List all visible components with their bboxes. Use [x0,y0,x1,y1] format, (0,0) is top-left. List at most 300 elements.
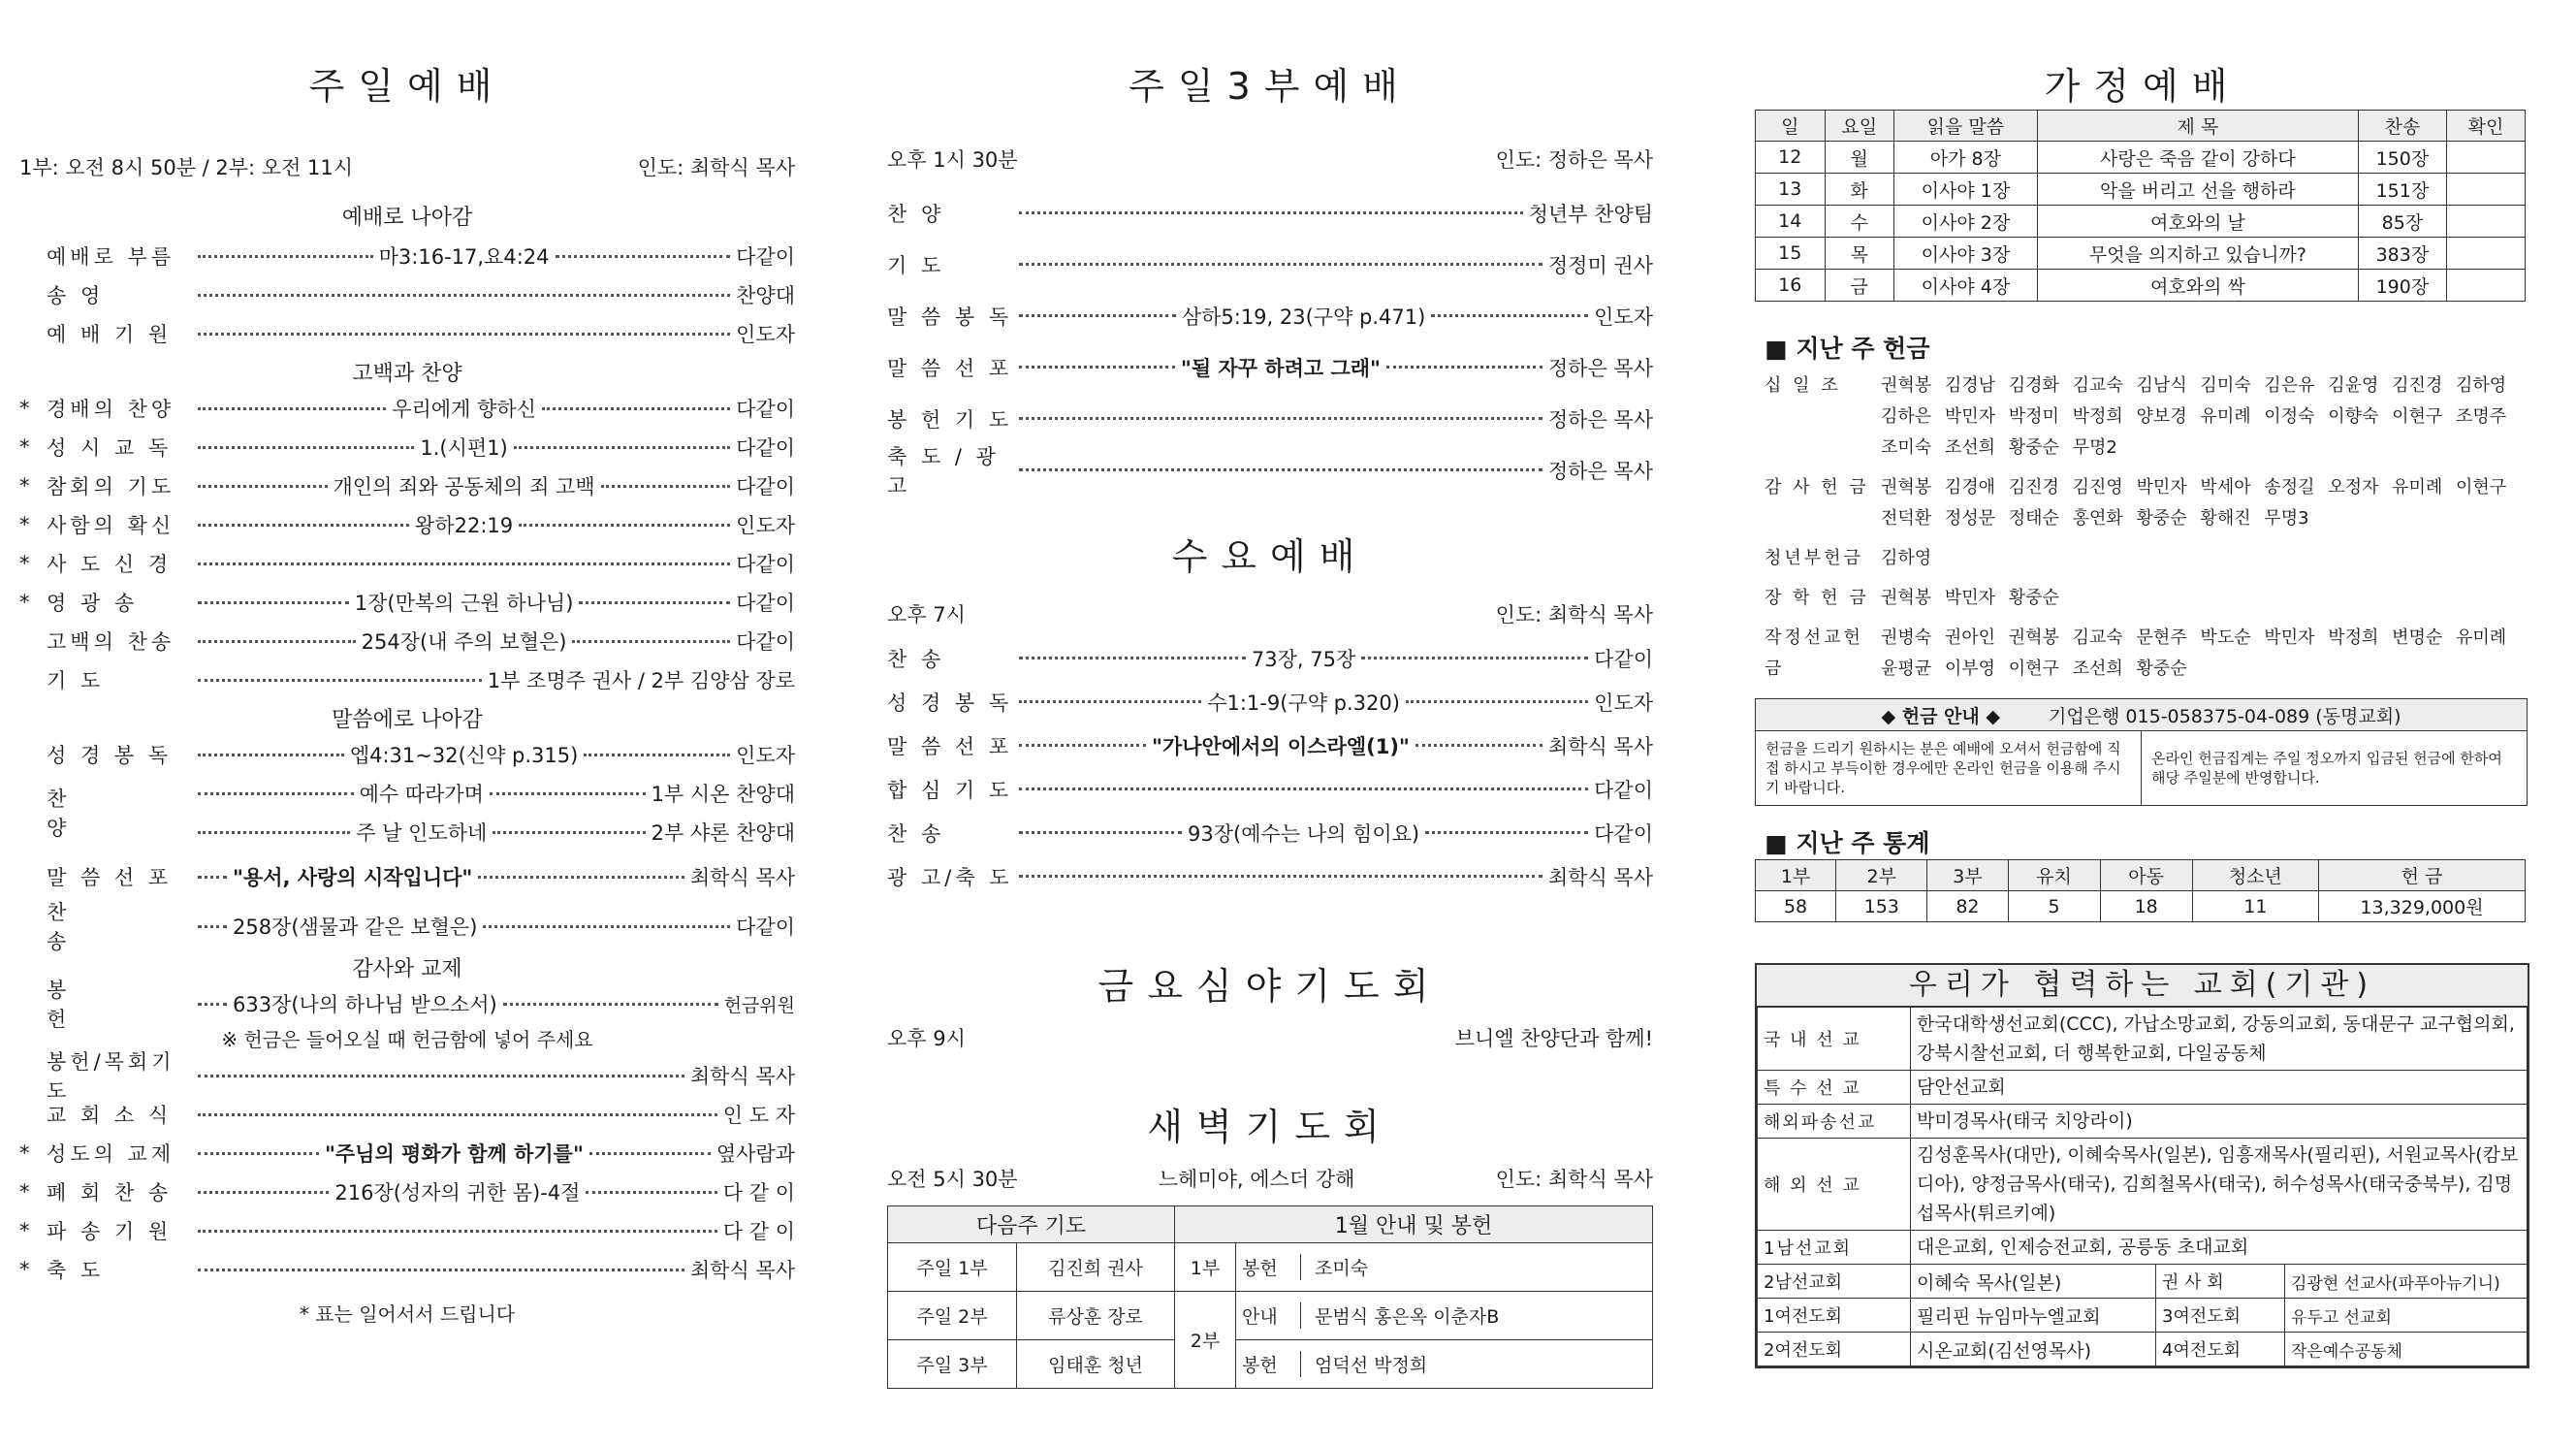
praise-choir: 1부 시온 찬양대 [651,783,795,806]
order-by: 다 같 이 [722,1220,795,1243]
mission-partners: 박미경목사(태국 치앙라이) [1911,1105,2528,1139]
order-label: 봉 헌 [47,979,106,1031]
bank-account: 기업은행 015-058375-04-089 (동명교회) [2048,705,2401,727]
order-item [887,393,1653,444]
table-cell: 이사야 4장 [1893,270,2037,302]
order-detail: 우리에게 향하신 [392,398,536,421]
family-worship-column [1755,0,2530,1362]
cooperating-row [1758,1139,2528,1231]
table-cell: 383장 [2358,238,2446,270]
order-by: 정하은 목사 [1547,407,1653,432]
standing-mark: * [19,397,30,420]
mission-partners: 대은교회, 인제승전교회, 공릉동 초대교회 [1911,1231,2528,1265]
order-item [19,505,795,544]
order-detail: 1.(시편1) [420,436,508,460]
friday-prayer-title: 금요심야기도회 [1097,965,1443,1008]
offering-guide-body [1756,731,2527,805]
stats-value: 11 [2192,891,2318,922]
order-label: 말 씀 선 포 [887,734,1013,758]
order-by: 인 도 자 [722,1104,795,1127]
third-service-time: 오후 1시 30분 [887,148,1018,172]
third-service-info [887,145,1653,174]
order-label: 예 배 기 원 [47,323,173,346]
mission-partners: 김광현 선교사(파푸아뉴기니) [2285,1265,2528,1299]
order-item [19,735,795,774]
table-cell: 15 [1756,238,1826,270]
column-header: 요일 [1825,111,1893,142]
order-item [19,1050,795,1103]
order-item [887,187,1653,239]
order-by: 다같이 [736,630,795,654]
order-label: 성도의 교제 [47,1142,175,1166]
dawn-prayer-title: 새벽기도회 [1147,1106,1393,1148]
order-list [19,237,795,353]
table-cell [2447,206,2526,238]
table-cell: 85장 [2358,206,2446,238]
cooperating-title: 우리가 협력하는 교회(기관) [1757,965,2528,1007]
order-by: 찬양대 [736,284,795,307]
service-part: 2부 [1175,1292,1236,1389]
prayer-slot: 주일 1부 [888,1243,1017,1292]
table-cell: 악을 버리고 선을 행하라 [2037,174,2358,206]
order-item [887,341,1653,393]
offering-names: 권병숙 권아인 권혁봉 김교숙 문현주 박도순 박민자 박정희 변명순 유미례 윤평균 이부영 이현구 조선희 황중순 [1881,627,2507,679]
order-item [19,1134,795,1173]
order-item [19,1173,795,1211]
order-by: 인도자 [736,744,795,767]
mission-category: 4여전도회 [2156,1333,2285,1366]
offering-names: 권혁봉 김경애 김진경 김진영 박민자 박세아 송정길 오정자 유미례 이현구 전덕환 정성문 정태순 홍연화 황중순 황해진 무명3 [1881,477,2507,529]
service-times: 1부: 오전 8시 50분 / 2부: 오전 11시 [19,156,354,179]
order-label: 합 심 기 도 [887,778,1013,802]
order-item [887,854,1653,898]
order-item [887,444,1653,496]
column-header: 제 목 [2037,111,2358,142]
column-header: 찬송 [2358,111,2446,142]
order-by: 다같이 [1594,821,1653,846]
standing-mark: * [19,435,30,459]
order-label: 기 도 [887,253,945,277]
cooperating-row [1758,1105,2528,1139]
mission-partners: 김성훈목사(대만), 이혜숙목사(일본), 임흥재목사(필리핀), 서원교목사(캄보디아), 양정금목사(태국), 김희철목사(태국), 허수성목사(태국중북부), 김명섭목사(튀르키예) [1911,1139,2528,1231]
mission-category: 국 내 선 교 [1758,1008,1911,1071]
sermon-title: "용서, 사랑의 시작입니다" [233,866,473,889]
order-by: 1부 조명주 권사 / 2부 김양삼 장로 [487,669,795,692]
table-cell: 14 [1756,206,1826,238]
third-service-title: 주일3부예배 [1129,65,1412,108]
order-item [19,622,795,660]
order-label: 찬 송 [887,647,945,671]
table-cell: 무엇을 의지하고 있습니까? [2037,238,2358,270]
order-label: 경배의 찬양 [47,398,175,421]
mission-category: 해 외 선 교 [1758,1139,1911,1231]
offering-names: 김하영 [1881,548,1932,568]
order-label: 사 도 신 경 [47,553,173,576]
order-by: 인도자 [1594,691,1654,715]
order-label: 파 송 기 원 [47,1220,173,1243]
column-header: 읽을 말씀 [1893,111,2037,142]
table-cell: 사랑은 죽음 같이 강하다 [2037,142,2358,174]
cooperating-table [1757,1007,2528,1366]
table-cell: 13 [1756,174,1826,206]
hymn-row [19,901,795,953]
order-label: 기 도 [47,669,105,692]
mission-category: 2남선교회 [1758,1265,1911,1299]
table-cell: 150장 [2358,142,2446,174]
service-part: 1부 [1175,1243,1236,1292]
prayer-person: 류상훈 장로 [1017,1292,1175,1340]
mission-category: 3여전도회 [2156,1299,2285,1333]
offering-type: 감 사 헌 금 [1765,477,1869,498]
prayer-slot: 주일 3부 [888,1340,1017,1389]
table-cell: 12 [1756,142,1826,174]
stats-header: 아동 [2100,860,2192,891]
table-cell: 190장 [2358,270,2446,302]
order-detail: "될 자꾸 하려고 그래" [1180,356,1381,380]
stats-header: 1부 [1756,860,1836,891]
mission-partners: 이혜숙 목사(일본) [1911,1265,2156,1299]
offering-names: 권혁봉 박민자 황중순 [1881,588,2059,608]
order-detail: 개인의 죄와 공동체의 죄 고백 [333,475,595,498]
mission-category: 해외파송선교 [1758,1105,1911,1139]
stats-value: 58 [1756,891,1836,922]
order-item [887,767,1653,811]
order-label: 성 시 교 독 [47,436,173,460]
order-by: 최학식 목사 [689,1065,795,1088]
order-by: 다같이 [1594,647,1654,671]
order-label: 말 씀 선 포 [887,356,1013,380]
table-row [1756,174,2526,206]
standing-mark: * [19,1141,30,1165]
standing-footnote: * 표는 일어서서 드립니다 [299,1302,516,1326]
cooperating-row [1758,1071,2528,1105]
order-by: 다 같 이 [722,1181,796,1205]
order-item [19,660,795,699]
dawn-text: 느헤미야, 에스더 강해 [1158,1168,1355,1191]
order-item [19,544,795,583]
mission-partners: 필리핀 뉴임마누엘교회 [1911,1299,2156,1333]
table-cell: 여호와의 싹 [2037,270,2358,302]
mission-category: 1남선교회 [1758,1231,1911,1265]
order-by: 최학식 목사 [689,1259,795,1282]
order-label: 축 도 [47,1259,105,1282]
table-cell: 이사야 3장 [1893,238,2037,270]
order-list [887,187,1653,496]
order-by: 인도자 [1594,305,1654,329]
table-row [1756,206,2526,238]
order-label: 찬 송 [887,821,945,846]
stats-header: 3부 [1927,860,2008,891]
order-item [19,1250,795,1289]
order-label: 참회의 기도 [47,475,175,498]
order-item [19,275,795,314]
duty-people: 엄덕선 박정희 [1315,1355,1428,1376]
table-cell: 화 [1825,174,1893,206]
order-detail: 왕하22:19 [415,514,514,537]
cooperating-row [1758,1008,2528,1071]
order-label: 찬 양 [887,202,945,226]
order-detail: 1장(만복의 근원 하나님) [354,592,574,615]
order-by: 인도자 [736,514,796,537]
order-label: 영 광 송 [47,592,139,615]
column-header: 일 [1756,111,1826,142]
order-label: 송 영 [47,284,105,307]
table-cell: 아가 8장 [1893,142,2037,174]
order-detail: 73장, 75장 [1251,647,1356,671]
mission-partners: 시온교회(김선영목사) [1911,1333,2156,1366]
mission-partners: 한국대학생선교회(CCC), 가납소망교회, 강동의교회, 동대문구 교구협의회, 강북시찰선교회, 더 행복한교회, 다일공동체 [1911,1008,2528,1071]
order-by: 정정미 권사 [1547,253,1653,277]
order-detail: 엡4:31~32(신약 p.315) [349,744,579,767]
order-detail: "가나안에서의 이스라엘(1)" [1152,734,1410,758]
duty-role: 안내 [1242,1302,1301,1329]
section-heading: 말씀에로 나아감 [332,708,483,732]
service-leader: 인도: 최학식 목사 [637,156,795,179]
table-cell: 이사야 2장 [1893,206,2037,238]
friday-note: 브니엘 찬양단과 함께! [1454,1027,1653,1050]
hymn-by: 다같이 [736,916,795,939]
offering-entry [1765,623,2530,685]
table-cell [2447,142,2526,174]
standing-mark: * [19,1258,30,1281]
table-row [1756,238,2526,270]
order-label: 축 도 / 광 고 [887,444,1000,498]
order-label: 광 고/축 도 [887,865,1013,889]
next-week-prayer-heading: 다음주 기도 [888,1206,1175,1243]
offering-names: 권혁봉 김경남 김경화 김교숙 김남식 김미숙 김은유 김윤영 김진경 김하영 김하은 박민자 박정미 박정희 양보경 유미례 이정숙 이향숙 이현구 조명주 조미숙 조선희 황중순 무명2 [1881,375,2507,458]
cooperating-row [1758,1333,2528,1366]
praise-song: 예수 따라가며 [359,783,484,806]
cooperating-row [1758,1299,2528,1333]
offering-hymn: 633장(나의 하나님 받으소서) [233,993,497,1016]
order-by: 다같이 [736,592,795,615]
order-by: 옆사람과 [716,1142,795,1166]
order-list [19,1050,796,1289]
wednesday-info [887,599,1653,628]
table-row [1756,142,2526,174]
order-item [887,723,1653,767]
wednesday-leader: 인도: 최학식 목사 [1495,603,1653,627]
order-by: 다같이 [736,553,795,576]
mission-partners: 담안선교회 [1911,1071,2528,1105]
order-item [19,237,795,275]
order-by: 정하은 목사 [1547,356,1653,380]
friday-time: 오후 9시 [887,1027,966,1050]
sermon-preacher: 최학식 목사 [689,866,795,889]
order-by: 다같이 [736,436,795,460]
order-by: 최학식 목사 [1547,734,1653,758]
offering-guide-heading: ◆ 헌금 안내 ◆ [1881,705,2000,727]
dawn-leader: 인도: 최학식 목사 [1495,1168,1653,1191]
order-label: 폐 회 찬 송 [47,1181,173,1205]
order-item [19,583,795,622]
praise-choir: 2부 샤론 찬양대 [651,821,796,845]
order-label: 찬 송 [47,901,106,953]
table-cell: 이사야 1장 [1893,174,2037,206]
order-list [19,389,795,699]
volunteer-table [887,1205,1653,1389]
hymn-value: 258장(샘물과 같은 보혈은) [233,916,478,939]
order-item [887,239,1653,290]
order-by: 다같이 [736,398,796,421]
mission-category: 권 사 회 [2156,1265,2285,1299]
offering-by: 헌금위원 [723,994,795,1016]
dawn-time: 오전 5시 30분 [887,1168,1018,1191]
family-worship-table [1755,110,2526,302]
offering-entry [1765,472,2530,534]
mission-category: 2여전도회 [1758,1333,1911,1366]
january-guide-heading: 1월 안내 및 봉헌 [1175,1206,1653,1243]
offering-guide-box [1755,698,2528,806]
table-cell: 금 [1825,270,1893,302]
table-cell: 여호와의 날 [2037,206,2358,238]
table-cell: 151장 [2358,174,2446,206]
offering-list [1765,370,2530,685]
section-heading: 고백과 찬양 [352,362,462,386]
standing-mark: * [19,591,30,614]
stats-value: 18 [2100,891,2192,922]
duty-cell [1236,1292,1653,1340]
order-label: 성 경 봉 독 [887,691,1013,715]
table-cell [2447,270,2526,302]
table-cell [2447,174,2526,206]
offering-type: 장 학 헌 금 [1765,588,1869,608]
cooperating-churches-box [1755,963,2529,1368]
order-label: 예배로 부름 [47,245,175,269]
table-cell: 16 [1756,270,1826,302]
offering-entry [1765,370,2530,464]
order-by: 청년부 찬양팀 [1528,202,1653,226]
stats-value: 82 [1927,891,2008,922]
duty-role: 봉헌 [1242,1254,1301,1280]
stats-header: 2부 [1836,860,1927,891]
standing-mark: * [19,1219,30,1242]
order-label: 봉헌/목회기도 [47,1050,175,1103]
stats-value: 13,329,000원 [2319,891,2526,922]
afternoon-column [887,0,1654,1376]
order-by: 다같이 [1594,778,1653,802]
order-item [887,680,1653,723]
table-cell: 월 [1825,142,1893,174]
offering-note: ※ 헌금은 들어오실 때 헌금함에 넣어 주세요 [221,1028,593,1051]
order-label: 봉 헌 기 도 [887,407,1013,432]
order-detail: "주님의 평화가 함께 하기를" [324,1142,584,1166]
order-detail: 삼하5:19, 23(구약 p.471) [1181,305,1426,329]
standing-mark: * [19,552,30,575]
stats-heading: ■ 지난 주 통계 [1765,829,1930,857]
order-item [19,314,795,353]
order-label: 성 경 봉 독 [47,744,173,767]
order-item [19,1211,795,1250]
order-detail: 216장(성자의 귀한 몸)-4절 [334,1181,581,1205]
order-item [887,290,1653,341]
mission-category: 1여전도회 [1758,1299,1911,1333]
duty-cell [1236,1340,1653,1389]
stats-value: 153 [1836,891,1927,922]
order-list [19,735,795,774]
standing-mark: * [19,513,30,536]
duty-people: 문범식 홍은옥 이춘자B [1315,1306,1500,1328]
stats-header: 헌 금 [2319,860,2526,891]
wednesday-service-title: 수요예배 [1171,535,1369,578]
prayer-person: 김진희 권사 [1017,1243,1175,1292]
offering-entry [1765,583,2530,614]
praise-song: 주 날 인도하네 [356,821,488,845]
sunday-service-title: 주일예배 [308,65,506,108]
order-label: 찬 양 [47,787,106,840]
order-detail: 수1:1-9(구약 p.320) [1207,691,1400,715]
guide-left: 헌금을 드리기 원하시는 분은 예배에 오셔서 헌금함에 직접 하시고 부득이한 경우에만 온라인 헌금을 이용해 주시기 바랍니다. [1756,731,2142,805]
order-item [19,466,795,505]
prayer-slot: 주일 2부 [888,1292,1017,1340]
wednesday-time: 오후 7시 [887,603,966,627]
standing-mark: * [19,474,30,498]
order-list [887,636,1653,898]
guide-right: 온라인 헌금집계는 주일 정오까지 입금된 헌금에 한하여 해당 주일분에 반영합니다. [2151,750,2502,787]
order-detail: 254장(내 주의 보혈은) [361,630,567,654]
offering-list-section [1765,330,2530,693]
stats-header: 청소년 [2192,860,2318,891]
order-item [19,1095,795,1134]
stats-value: 5 [2008,891,2100,922]
duty-people: 조미숙 [1315,1258,1369,1279]
standing-mark: * [19,1180,30,1204]
stats-table [1755,859,2526,922]
table-cell: 목 [1825,238,1893,270]
order-item [19,389,795,428]
duty-cell [1236,1243,1653,1292]
table-cell [2447,238,2526,270]
order-label: 고백의 찬송 [47,630,175,654]
table-row [1756,270,2526,302]
cooperating-row [1758,1265,2528,1299]
order-by: 정하은 목사 [1547,459,1653,483]
order-item [887,636,1653,680]
offering-row [19,979,795,1031]
offering-type: 작정선교헌금 [1765,627,1863,679]
order-item [19,428,795,466]
section-heading: 예배로 나아감 [341,206,473,230]
stats-header: 유치 [2008,860,2100,891]
sermon-row [19,852,795,902]
cooperating-row [1758,1231,2528,1265]
offering-entry [1765,543,2530,574]
order-by: 인도자 [736,323,795,346]
order-detail: 마3:16-17,요4:24 [378,245,550,269]
order-label: 말 씀 선 포 [47,866,173,889]
section-heading: 감사와 교제 [352,957,462,981]
order-by: 최학식 목사 [1547,865,1653,889]
order-label: 교 회 소 식 [47,1104,173,1127]
praise-row [19,774,795,852]
mission-partners: 작은예수공동체 [2285,1333,2528,1366]
offering-type: 청년부헌금 [1765,548,1863,568]
prayer-person: 임태훈 청년 [1017,1340,1175,1389]
order-item [887,811,1653,854]
order-label: 사함의 확신 [47,514,175,537]
service-times-row [19,152,795,181]
order-by: 다같이 [736,245,796,269]
third-service-leader: 인도: 정하은 목사 [1495,148,1653,172]
column-header: 확인 [2447,111,2526,142]
duty-role: 봉헌 [1242,1351,1301,1377]
dawn-info [887,1164,1653,1193]
mission-category: 특 수 선 교 [1758,1071,1911,1105]
order-by: 다같이 [736,475,795,498]
order-detail: 93장(예수는 나의 힘이요) [1188,821,1420,846]
offering-list-heading: ■ 지난 주 헌금 [1765,335,1930,363]
friday-info [887,1023,1653,1052]
